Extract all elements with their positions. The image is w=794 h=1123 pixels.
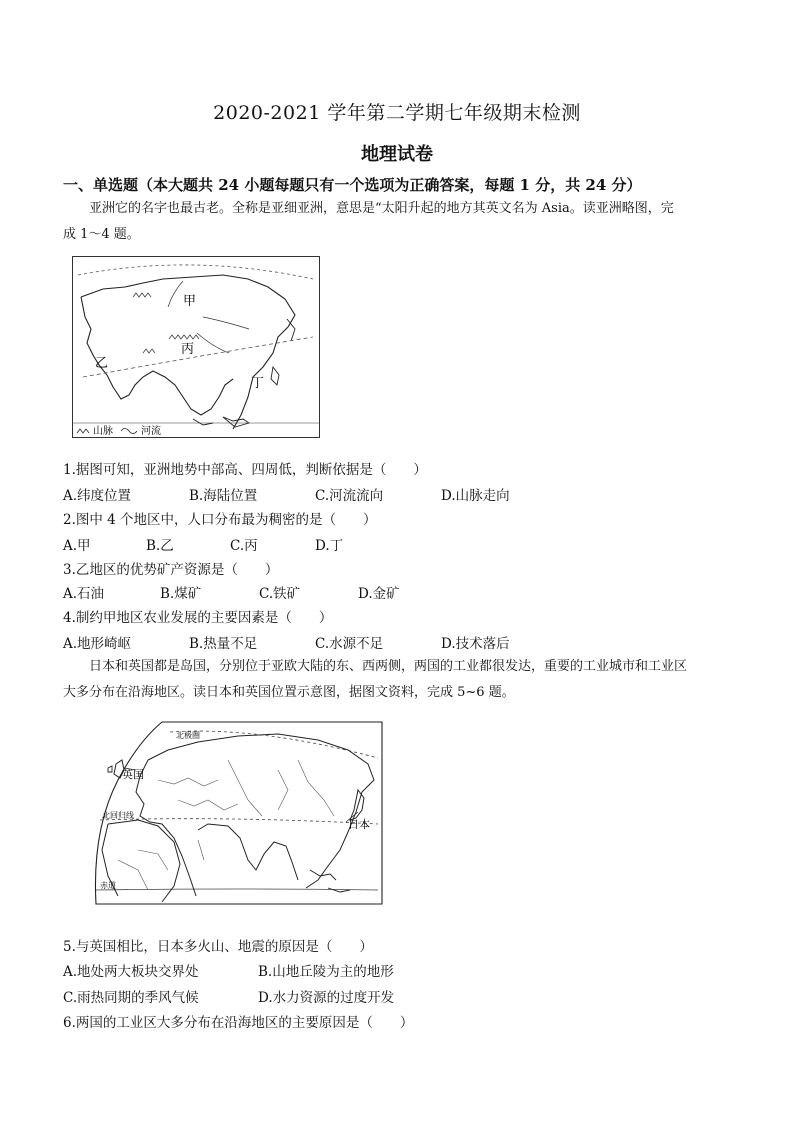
question-stem: 6.两国的工业区大多分布在沿海地区的主要原因是（ ） (63, 1015, 414, 1031)
river-legend-icon (121, 429, 137, 434)
label-bing: 丙 (181, 342, 195, 357)
legend-river: 河流 (141, 426, 161, 437)
option-c[interactable]: C.河流流向 (315, 488, 384, 504)
option-d[interactable]: D.水力资源的过度开发 (258, 990, 395, 1006)
option-d[interactable]: D.金矿 (358, 586, 400, 602)
option-b[interactable]: B.热量不足 (189, 636, 258, 652)
intro-line: 日本和英国都是岛国，分别位于亚欧大陆的东、西两侧，两国的工业都很发达，重要的工业城市和工业区 (89, 659, 688, 674)
mountain-legend-icon (77, 429, 89, 433)
intro-line: 大多分布在沿海地区。读日本和英国位置示意图，据图文资料，完成 5~6 题。 (63, 685, 515, 700)
option-c[interactable]: C.水源不足 (315, 636, 384, 652)
option-b[interactable]: B.煤矿 (160, 586, 202, 602)
option-d[interactable]: D.山脉走向 (441, 488, 510, 504)
intro-line: 亚洲它的名字也最古老。全称是亚细亚洲，意思是“太阳升起的地方其英文名为 Asia。读亚洲略图，完 (89, 201, 674, 216)
question-stem: 5.与英国相比，日本多火山、地震的原因是（ ） (63, 939, 373, 955)
option-a[interactable]: A.地处两大板块交界处 (63, 964, 199, 980)
question-stem: 1.据图可知，亚洲地势中部高、四周低，判断依据是（ ） (63, 462, 427, 478)
label-arctic-circle: 北极圈 (176, 731, 200, 740)
label-jia: 甲 (183, 294, 197, 309)
option-d[interactable]: D.丁 (315, 538, 344, 554)
option-b[interactable]: B.山地丘陵为主的地形 (258, 964, 394, 980)
option-a[interactable]: A.地形崎岖 (63, 636, 132, 652)
question-stem: 4.制约甲地区农业发展的主要因素是（ ） (63, 610, 333, 626)
label-tropic: 北回归线 (102, 811, 134, 820)
option-b[interactable]: B.乙 (146, 538, 174, 554)
section-heading: 一、单选题（本大题共 24 小题每题只有一个选项为正确答案，每题 1 分，共 24 分） (63, 176, 642, 194)
option-c[interactable]: C.雨热同期的季风气候 (63, 990, 199, 1006)
label-yi: 乙 (95, 356, 109, 371)
option-c[interactable]: C.铁矿 (259, 586, 301, 602)
option-b[interactable]: B.海陆位置 (189, 488, 258, 504)
label-ding: 丁 (251, 376, 265, 391)
question-stem: 3.乙地区的优势矿产资源是（ ） (63, 562, 279, 578)
japan-uk-map-drawing (78, 720, 383, 906)
option-a[interactable]: A.石油 (63, 586, 105, 602)
option-a[interactable]: A.甲 (63, 538, 91, 554)
legend-mountain: 山脉 (93, 426, 113, 437)
asia-map-drawing (73, 257, 319, 437)
exam-title: 2020-2021 学年第二学期七年级期末检测 (213, 102, 581, 124)
label-equator: 赤道 (100, 881, 116, 890)
option-a[interactable]: A.纬度位置 (63, 488, 132, 504)
intro-line: 成 1～4 题。 (63, 227, 140, 242)
label-uk: 英国 (122, 768, 144, 781)
option-c[interactable]: C.丙 (230, 538, 258, 554)
exam-subtitle: 地理试卷 (361, 144, 433, 165)
label-japan: 日本 (348, 818, 370, 831)
question-stem: 2.图中 4 个地区中，人口分布最为稠密的是（ ） (63, 512, 377, 528)
japan-uk-map (78, 720, 383, 906)
asia-map (72, 256, 320, 438)
option-d[interactable]: D.技术落后 (441, 636, 510, 652)
